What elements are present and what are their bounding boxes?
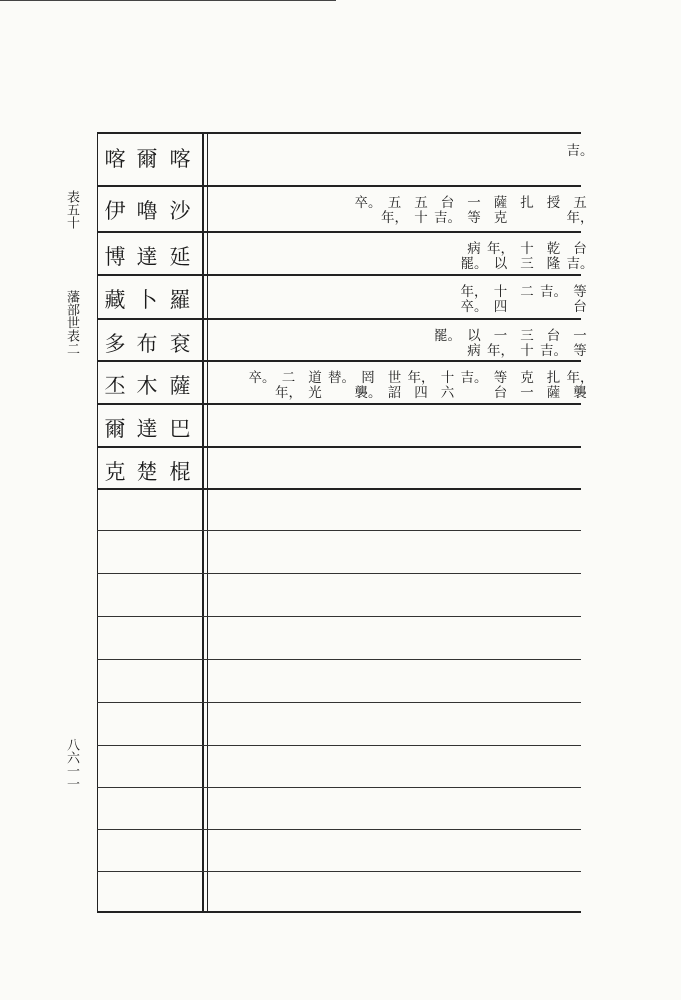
row-rule: [97, 488, 581, 490]
record-text: 卒。: [354, 195, 382, 211]
row-rule: [97, 403, 581, 405]
record-text: 台: [440, 195, 455, 211]
record-text: 台: [546, 328, 561, 344]
record-text: 年，: [275, 385, 302, 401]
record-text: 二: [281, 370, 296, 386]
row-rule: [97, 318, 581, 320]
name-char: 嚕: [136, 199, 158, 223]
name-char: 丕: [104, 374, 126, 398]
name-char: 薩: [169, 374, 191, 398]
row-rule: [97, 360, 581, 362]
name-char: 羅: [169, 288, 191, 312]
record-text: 等: [467, 210, 481, 226]
row-rule: [97, 787, 581, 788]
record-text: 授: [546, 195, 561, 211]
record-text: 病: [467, 241, 481, 257]
record-text: 吉。: [460, 370, 488, 386]
column-divider-inner: [207, 133, 208, 911]
record-text: 等: [493, 370, 508, 386]
record-text: 五: [573, 195, 587, 211]
row-rule: [97, 274, 581, 276]
name-char: 巴: [169, 417, 191, 441]
record-text: 吉。: [540, 284, 567, 300]
name-char: 棍: [169, 460, 191, 484]
row-rule: [97, 616, 581, 617]
record-text: 等: [573, 284, 587, 300]
record-text: 一: [520, 385, 534, 401]
record-text: 年，: [487, 343, 514, 359]
table-left-border: [97, 133, 98, 911]
record-text: 十: [520, 241, 534, 257]
record-text: 五: [387, 195, 402, 211]
name-char: 木: [136, 374, 158, 398]
record-text: 三: [520, 256, 534, 272]
name-char: 袞: [169, 332, 191, 356]
record-text: 克: [520, 370, 534, 386]
name-char: 卜: [136, 288, 158, 312]
name-char: 沙: [169, 199, 191, 223]
name-char: 布: [136, 332, 158, 356]
name-char: 克: [104, 460, 126, 484]
record-text: 十: [520, 343, 534, 359]
row-rule: [97, 446, 581, 448]
record-text: 三: [520, 328, 534, 344]
row-rule: [97, 871, 581, 872]
record-text: 年，: [487, 241, 514, 257]
row-rule: [97, 132, 581, 134]
row-rule: [97, 530, 581, 531]
record-text: 年，: [566, 370, 594, 386]
name-char: 多: [104, 332, 126, 356]
name-char: 喀: [104, 147, 126, 171]
name-char: 達: [136, 245, 158, 269]
record-text: 卒。: [248, 370, 276, 386]
record-text: 克: [493, 210, 508, 226]
name-char: 博: [104, 245, 126, 269]
name-char: 喀: [169, 147, 191, 171]
record-text: 五: [414, 195, 428, 211]
record-text: 病: [467, 343, 481, 359]
record-text: 替。: [328, 370, 355, 386]
record-text: 以: [493, 256, 508, 272]
record-text: 一: [573, 328, 587, 344]
record-text: 二: [520, 284, 534, 300]
record-text: 襲。: [354, 385, 382, 401]
record-text: 卒。: [460, 299, 488, 315]
name-char: 延: [169, 245, 191, 269]
record-text: 吉。: [540, 343, 567, 359]
row-rule: [97, 829, 581, 830]
record-text: 一: [467, 195, 481, 211]
record-text: 十: [440, 370, 455, 386]
record-text: 一: [493, 328, 508, 344]
record-text: 四: [414, 385, 428, 401]
row-rule: [97, 911, 581, 913]
record-text: 罔: [361, 370, 375, 386]
record-text: 吉。: [566, 256, 594, 272]
record-text: 扎: [546, 370, 561, 386]
row-rule: [97, 702, 581, 703]
record-text: 十: [493, 284, 508, 300]
row-rule: [97, 231, 581, 233]
name-char: 達: [136, 417, 158, 441]
record-text: 乾: [546, 241, 561, 257]
record-text: 罷。: [434, 328, 461, 344]
name-char: 伊: [104, 199, 126, 223]
name-char: 爾: [136, 147, 158, 171]
record-text: 等: [573, 343, 587, 359]
record-text: 以: [467, 328, 481, 344]
margin-section: 藩部世表二: [64, 290, 79, 355]
record-text: 薩: [493, 195, 508, 211]
record-text: 台: [493, 385, 508, 401]
record-text: 隆: [546, 256, 561, 272]
record-text: 薩: [546, 385, 561, 401]
record-text: 襲: [573, 385, 587, 401]
record-text: 六: [440, 385, 455, 401]
record-text: 年，: [566, 210, 594, 226]
name-char: 爾: [104, 417, 126, 441]
record-text: 罷。: [460, 256, 488, 272]
record-text: 道: [308, 370, 322, 386]
record-text: 年，: [407, 370, 435, 386]
record-text: 世: [387, 370, 402, 386]
row-rule: [97, 573, 581, 574]
margin-volume: 表五十: [64, 190, 79, 229]
record-text: 年，: [381, 210, 408, 226]
record-text: 台: [573, 241, 587, 257]
row-rule: [97, 185, 581, 187]
top-rule: [0, 0, 336, 1]
record-text: 吉。: [434, 210, 461, 226]
row-rule: [97, 745, 581, 746]
name-char: 楚: [136, 460, 158, 484]
record-text: 光: [308, 385, 322, 401]
margin-page-number: 八六一一: [64, 738, 79, 790]
name-char: 藏: [104, 288, 126, 312]
record-text: 年，: [460, 284, 488, 300]
row-rule: [97, 659, 581, 660]
record-text: 吉。: [566, 143, 594, 159]
record-text: 台: [573, 299, 587, 315]
record-text: 四: [493, 299, 508, 315]
record-text: 扎: [520, 195, 534, 211]
record-text: 十: [414, 210, 428, 226]
record-text: 詔: [387, 385, 402, 401]
column-divider: [202, 133, 204, 911]
